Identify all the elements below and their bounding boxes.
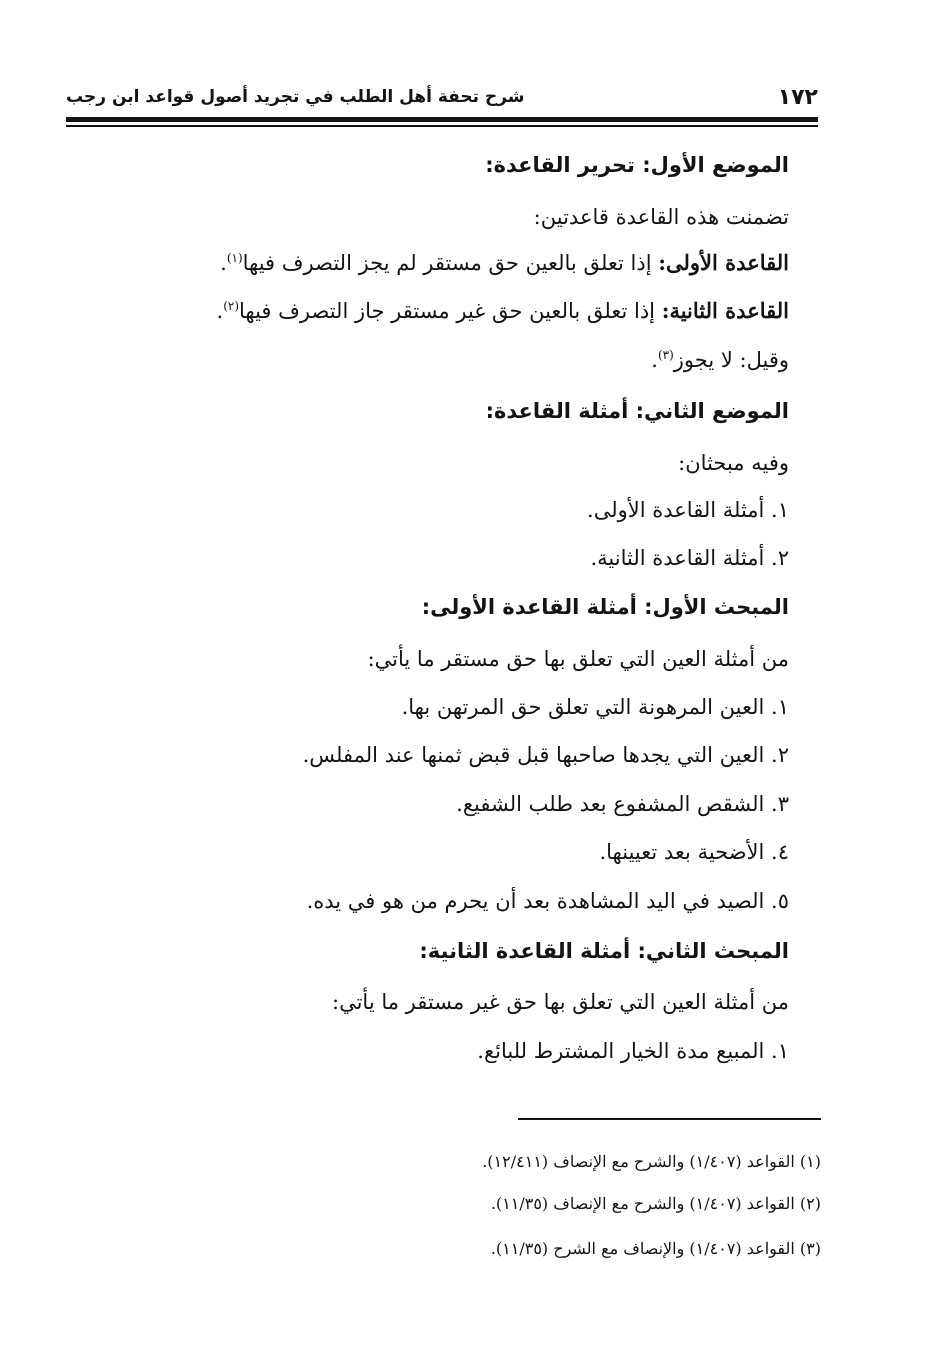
body-line: من أمثلة العين التي تعلق بها حق غير مستقر ما يأتي: (332, 990, 789, 1014)
rule-two-text: إذا تعلق بالعين حق غير مستقر جاز التصرف فيها (239, 299, 662, 323)
footnote-ref-3: (٣) (657, 348, 674, 362)
running-header (66, 80, 818, 114)
list-item: ٢. العين التي يجدها صاحبها قبل قبض ثمنها عند المفلس. (302, 743, 789, 767)
alternate-opinion-text: وقيل: لا يجوز (673, 348, 789, 372)
rule-two-tail: . (216, 299, 224, 323)
rule-two-label: القاعدة الثانية: (661, 298, 789, 323)
list-item: ٢. أمثلة القاعدة الثانية. (590, 546, 789, 570)
section-heading-rule-statement: الموضع الأول: تحرير القاعدة: (485, 153, 789, 177)
footnote-ref-1: (١) (226, 251, 243, 265)
alternate-opinion-line (651, 345, 789, 375)
subsection-heading-first: المبحث الأول: أمثلة القاعدة الأولى: (421, 595, 789, 619)
section-heading-examples: الموضع الثاني: أمثلة القاعدة: (485, 399, 789, 423)
list-item: ٣. الشقص المشفوع بعد طلب الشفيع. (456, 792, 789, 816)
rule-two-line (217, 296, 790, 326)
list-item: ١. أمثلة القاعدة الأولى. (587, 498, 789, 522)
list-item: ٤. الأضحية بعد تعيينها. (599, 840, 789, 864)
footnote-ref-2: (٢) (223, 299, 240, 313)
running-title: شرح تحفة أهل الطلب في تجريد أصول قواعد ابن رجب (66, 87, 525, 107)
header-rule-thin (66, 125, 818, 127)
list-item: ١. العين المرهونة التي تعلق حق المرتهن بها. (401, 695, 789, 719)
subsection-heading-second: المبحث الثاني: أمثلة القاعدة الثانية: (419, 939, 789, 963)
header-rule-thick (66, 117, 818, 122)
rule-one-tail: . (220, 251, 227, 275)
rule-one-label: القاعدة الأولى: (658, 250, 789, 275)
footnote-1: (١) القواعد (١/٤٠٧) والشرح مع الإنصاف (١٢/٤١١). (482, 1152, 821, 1171)
list-item: ٥. الصيد في اليد المشاهدة بعد أن يحرم من هو في يده. (306, 889, 789, 913)
rule-one-line (220, 248, 789, 278)
page-number: ١٧٢ (777, 84, 818, 110)
footnote-3: (٣) القواعد (١/٤٠٧) والإنصاف مع الشرح (١١/٣٥). (490, 1239, 821, 1258)
body-line: تضمنت هذه القاعدة قاعدتين: (533, 205, 789, 229)
list-item: ١. المبيع مدة الخيار المشترط للبائع. (477, 1039, 789, 1063)
footnote-separator (518, 1118, 821, 1120)
body-line: وفيه مبحثان: (678, 451, 789, 475)
rule-one-text: إذا تعلق بالعين حق مستقر لم يجز التصرف فيها (242, 251, 659, 275)
footnote-2: (٢) القواعد (١/٤٠٧) والشرح مع الإنصاف (١١/٣٥). (490, 1194, 821, 1213)
alternate-opinion-tail: . (651, 348, 658, 372)
body-line: من أمثلة العين التي تعلق بها حق مستقر ما يأتي: (367, 647, 789, 671)
